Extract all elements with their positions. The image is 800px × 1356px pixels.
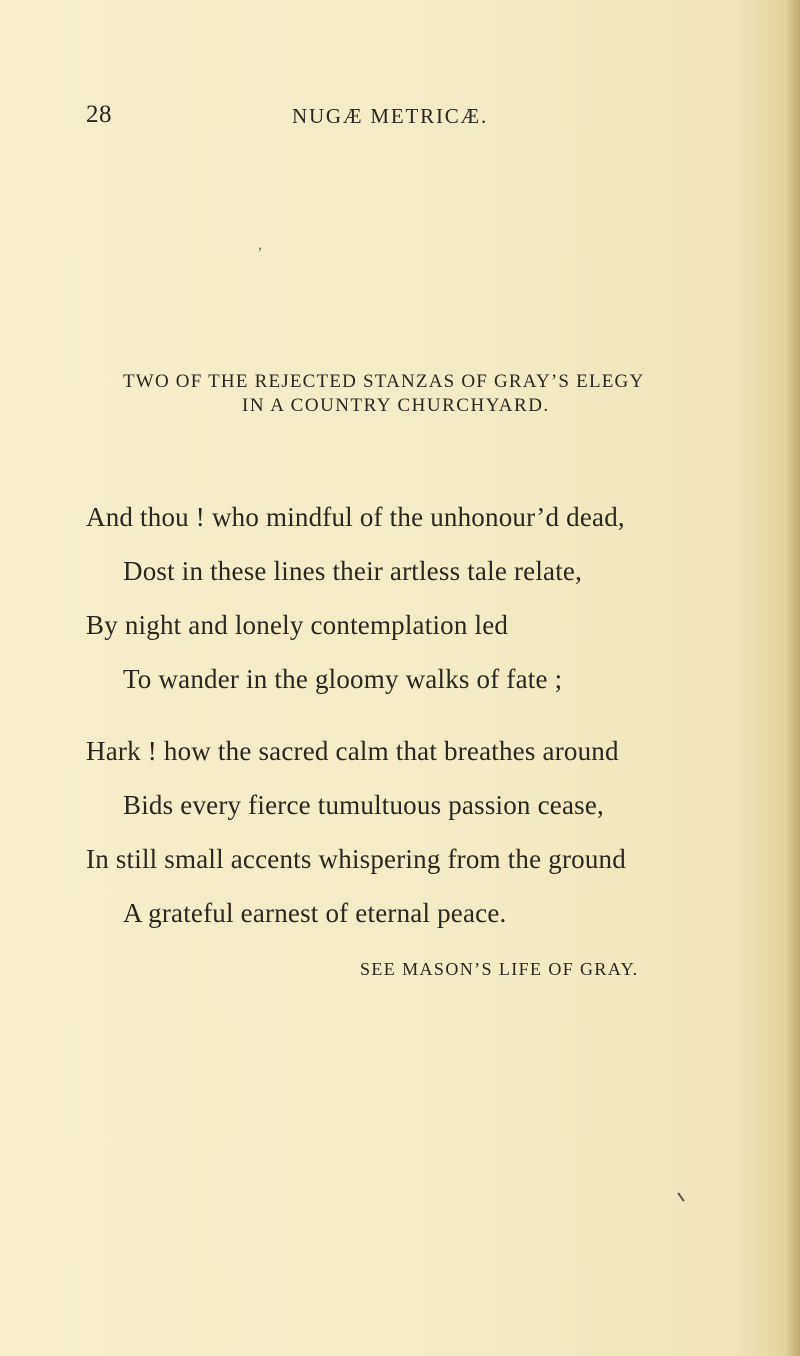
running-head: NUGÆ METRICÆ.: [292, 104, 489, 128]
verse-line: And thou ! who mindful of the unhonour’d dead,: [86, 502, 625, 532]
ink-speck: ,: [258, 236, 262, 253]
verse-line: To wander in the gloomy walks of fate ;: [123, 664, 563, 694]
verse-line: Hark ! how the sacred calm that breathes around: [86, 736, 619, 766]
verse-line: In still small accents whispering from the ground: [86, 844, 626, 874]
poem-title-line-1: [123, 370, 644, 394]
poem-title-line-1-text: TWO OF THE REJECTED STANZAS OF GRAY’S ELEGY: [123, 371, 645, 392]
page-edge-shadow: [786, 0, 800, 1356]
verse-line: Dost in these lines their artless tale relate,: [123, 556, 583, 586]
page-number: 28: [86, 101, 112, 128]
verse-line: Bids every fierce tumultuous passion cease,: [123, 790, 604, 820]
attribution: SEE MASON’S LIFE OF GRAY.: [360, 959, 639, 979]
poem-title-line-2: IN A COUNTRY CHURCHYARD.: [242, 395, 550, 416]
ink-mark: [677, 1192, 684, 1201]
verse-line: A grateful earnest of eternal peace.: [123, 898, 507, 928]
verse-line: By night and lonely contemplation led: [86, 610, 509, 640]
